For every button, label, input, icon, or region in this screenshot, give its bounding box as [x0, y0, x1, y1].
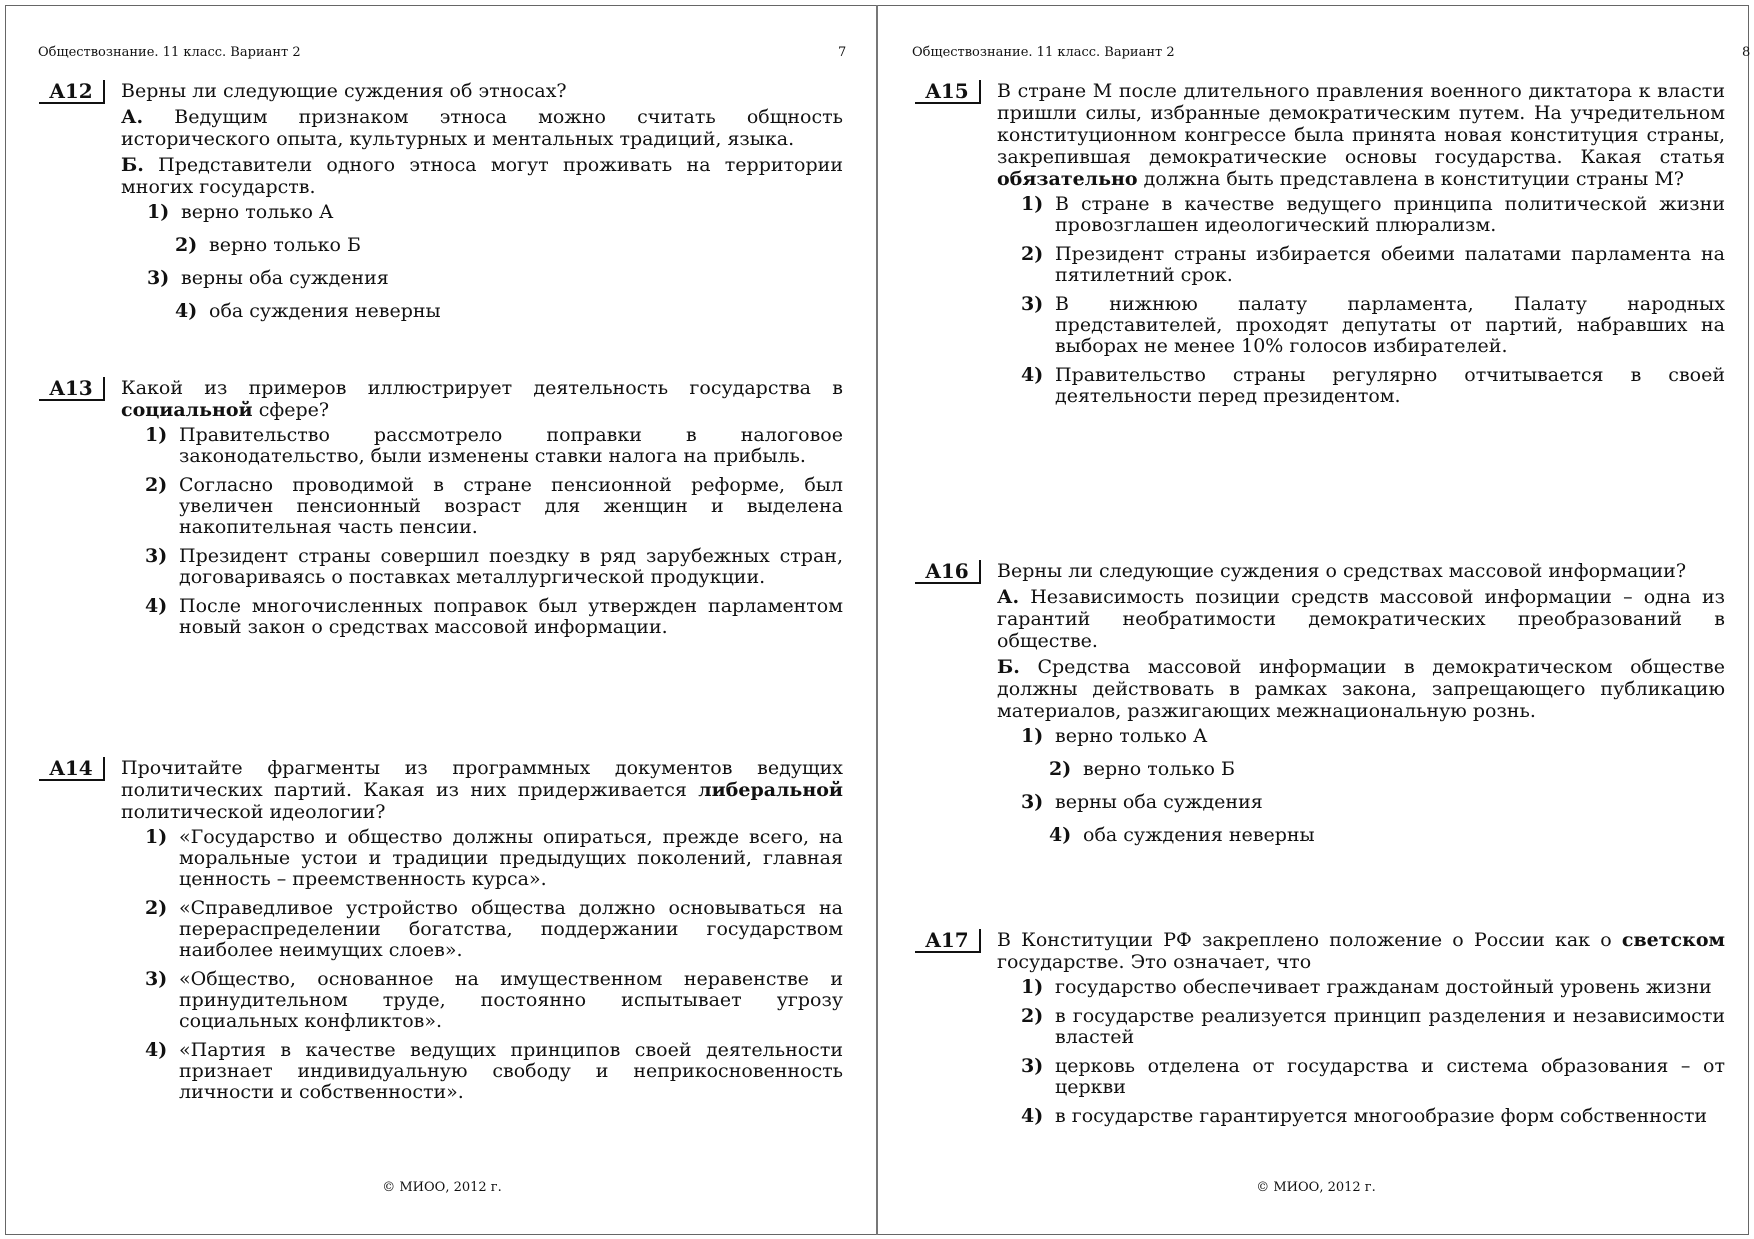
- task-body: [997, 929, 1725, 1135]
- answer-option[interactable]: 2) верно только Б: [1049, 758, 1235, 780]
- answer-option[interactable]: 4) «Партия в качестве ведущих принципов своей деятельности признает индивидуальную свободу и неприкосновенность личности и собственности».: [145, 1039, 843, 1103]
- answer-options: [121, 425, 843, 638]
- answer-option[interactable]: 4) в государстве гарантируется многообразие форм собственности: [1021, 1105, 1708, 1127]
- answer-option[interactable]: 4) После многочисленных поправок был утвержден парламентом новый закон о средствах массовой информации.: [145, 595, 843, 638]
- task-number: A15: [915, 80, 981, 104]
- answer-option[interactable]: 1) государство обеспечивает гражданам достойный уровень жизни: [1021, 976, 1712, 998]
- statement-b: Б. Представители одного этноса могут проживать на территории многих государств.: [121, 154, 843, 198]
- task-body: [121, 80, 843, 334]
- answer-option[interactable]: 3) Президент страны совершил поездку в ряд зарубежных стран, договариваясь о поставках металлургической продукции.: [145, 545, 843, 588]
- task-number: A12: [39, 80, 105, 104]
- answer-option[interactable]: 3) «Общество, основанное на имущественном неравенстве и принудительном труде, постоянно испытывает угрозу социальных конфликтов».: [145, 968, 843, 1032]
- question-text: Какой из примеров иллюстрирует деятельность государства в социальной сфере?: [121, 377, 843, 421]
- task-number: A13: [39, 377, 105, 401]
- answer-option[interactable]: 3) В нижнюю палату парламента, Палату народных представителей, проходят депутаты от партий, набравших на выборах не менее 10% голосов избирателей.: [1021, 293, 1725, 357]
- answer-option[interactable]: 3) церковь отделена от государства и система образования – от церкви: [1021, 1055, 1725, 1098]
- question-text: Верны ли следующие суждения о средствах массовой информации?: [997, 560, 1687, 582]
- statement-b: Б. Средства массовой информации в демократическом обществе должны действовать в рамках закона, запрещающего публикацию материалов, разжигающих межнациональную рознь.: [997, 656, 1725, 722]
- task-number: A17: [915, 929, 981, 953]
- statement-a: А. Ведущим признаком этноса можно считать общность исторического опыта, культурных и ментальных традиций, языка.: [121, 106, 843, 150]
- answer-option[interactable]: 4) оба суждения неверны: [175, 300, 441, 322]
- page-number: 7: [838, 45, 847, 60]
- answer-options: [121, 827, 843, 1103]
- header-title: Обществознание. 11 класс. Вариант 2: [38, 45, 301, 60]
- answer-option[interactable]: 4) Правительство страны регулярно отчитывается в своей деятельности перед президентом.: [1021, 364, 1725, 407]
- question-text: В стране М после длительного правления военного диктатора к власти пришли силы, избранные демократическим путем. На учредительном конституционном конгрессе была принята новая конституция страны, закрепившая демократические основы государства. Какая статья обязательно должна быть представлена в конституции страны М?: [997, 80, 1725, 190]
- answer-option[interactable]: 3) верны оба суждения: [147, 267, 389, 289]
- answer-option[interactable]: 1) верно только А: [147, 201, 334, 223]
- answer-option[interactable]: 4) оба суждения неверны: [1049, 824, 1315, 846]
- answer-option[interactable]: 2) Согласно проводимой в стране пенсионной реформе, был увеличен пенсионный возраст для женщин и выделена накопительная часть пенсии.: [145, 474, 843, 538]
- answer-option[interactable]: 3) верны оба суждения: [1021, 791, 1263, 813]
- answer-options: [121, 202, 843, 334]
- task-body: [121, 757, 843, 1111]
- task-number: A14: [39, 757, 105, 781]
- answer-option[interactable]: 2) в государстве реализуется принцип разделения и независимости властей: [1021, 1005, 1725, 1048]
- header-title: Обществознание. 11 класс. Вариант 2: [912, 45, 1175, 60]
- task-body: [997, 560, 1725, 858]
- page-number: 8: [1742, 45, 1751, 60]
- page-header: [912, 45, 1751, 60]
- page-footer: © МИОО, 2012 г.: [1256, 1180, 1376, 1195]
- answer-option[interactable]: 2) верно только Б: [175, 234, 361, 256]
- answer-options: [997, 194, 1725, 407]
- page-footer: © МИОО, 2012 г.: [382, 1180, 502, 1195]
- task-body: [997, 80, 1725, 415]
- answer-options: [997, 977, 1725, 1127]
- question-text: В Конституции РФ закреплено положение о России как о светском государстве. Это означает, что: [997, 929, 1725, 973]
- question-text: Прочитайте фрагменты из программных документов ведущих политических партий. Какая из них придерживается либеральной политической идеологии?: [121, 757, 843, 823]
- answer-option[interactable]: 1) В стране в качестве ведущего принципа политической жизни провозглашен идеологический плюрализм.: [1021, 193, 1725, 236]
- statement-a: А. Независимость позиции средств массовой информации – одна из гарантий необратимости демократических преобразований в обществе.: [997, 586, 1726, 652]
- task-body: [121, 377, 843, 646]
- right-page: [879, 5, 1753, 1235]
- page-header: [38, 45, 848, 60]
- question-text: Верны ли следующие суждения об этносах?: [121, 80, 567, 102]
- answer-option[interactable]: 1) Правительство рассмотрело поправки в налоговое законодательство, были изменены ставки налога на прибыль.: [145, 424, 843, 467]
- answer-options: [997, 726, 1725, 858]
- answer-option[interactable]: 1) верно только А: [1021, 725, 1208, 747]
- task-number: A16: [915, 560, 981, 584]
- left-page: [5, 5, 879, 1235]
- answer-option[interactable]: 2) Президент страны избирается обеими палатами парламента на пятилетний срок.: [1021, 243, 1725, 286]
- answer-option[interactable]: 2) «Справедливое устройство общества должно основываться на перераспределении богатства, поддержании государством наиболее неимущих слоев».: [145, 897, 843, 961]
- answer-option[interactable]: 1) «Государство и общество должны опираться, прежде всего, на моральные устои и традиции предыдущих поколений, главная ценность – преемственность курса».: [145, 826, 843, 890]
